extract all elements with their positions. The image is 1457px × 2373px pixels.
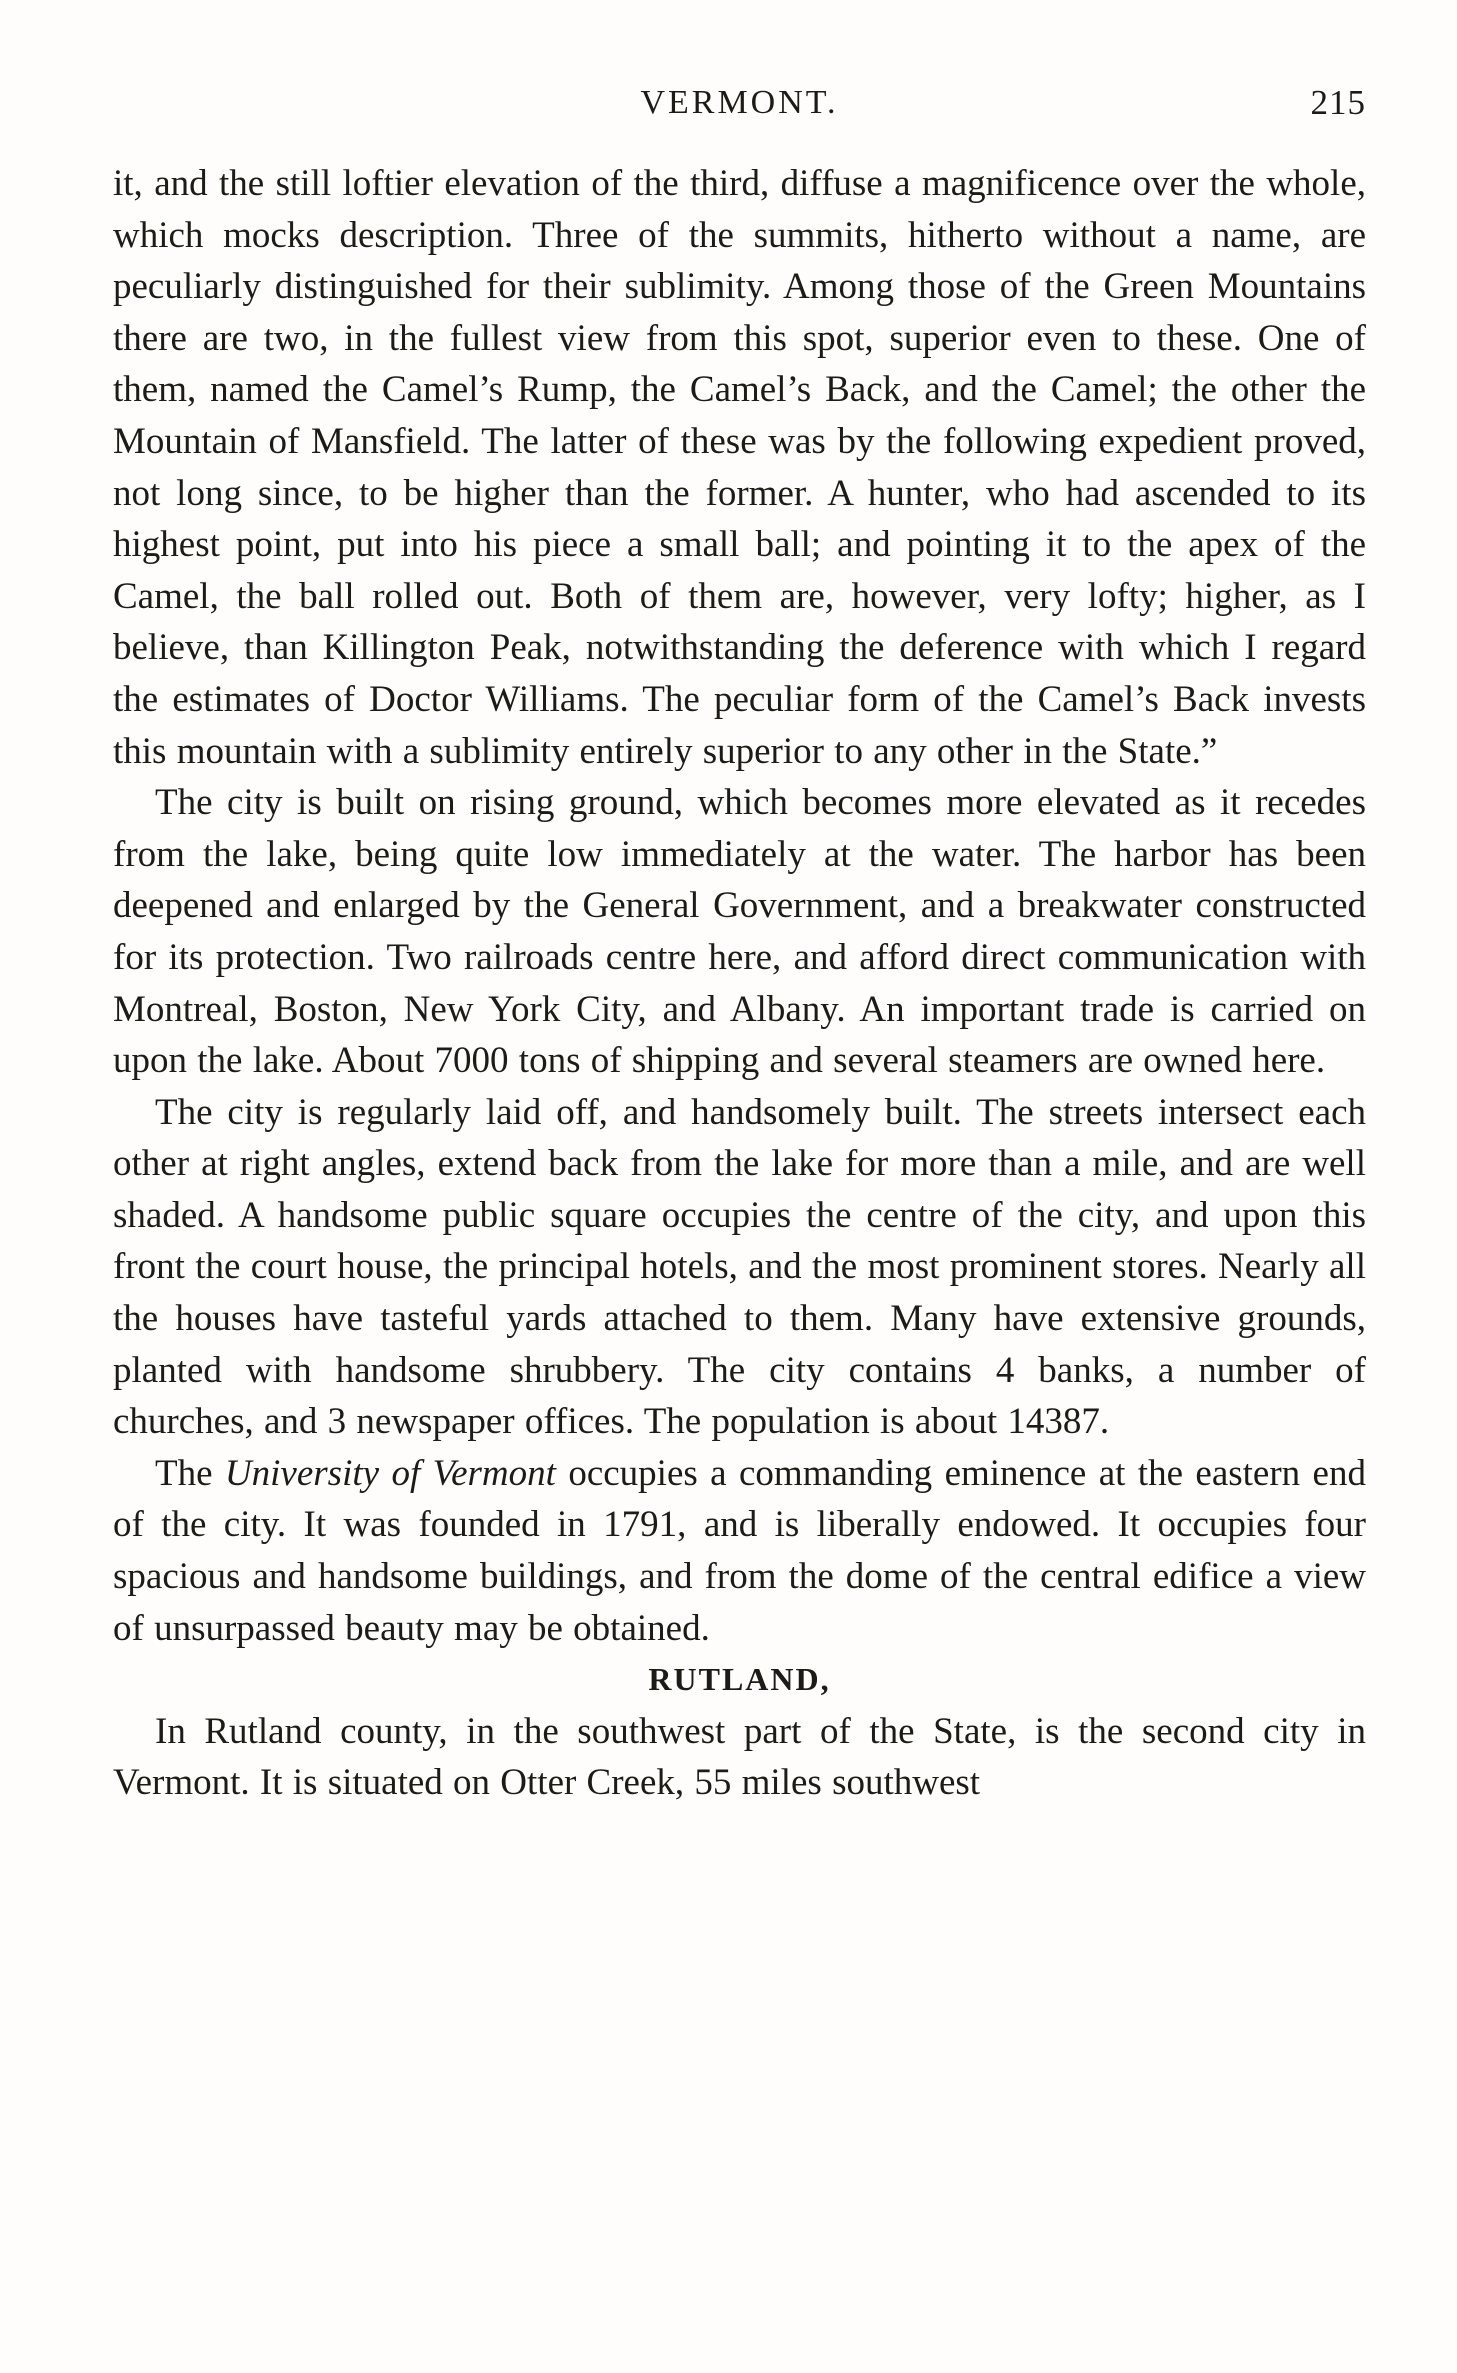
running-title: VERMONT. (640, 84, 839, 121)
paragraph-university (113, 1448, 1366, 1654)
paragraph-city-layout: The city is regularly laid off, and handsomely built. The streets intersect each other at right angles, extend back from the lake for more than a mile, and are well shaded. A handsome public square occupies the centre of the city, and upon this front the court house, the principal hotels, and the most prominent stores. Nearly all the houses have tasteful yards attached to them. Many have extensive grounds, planted with handsome shrubbery. The city contains 4 banks, a number of churches, and 3 newspaper offices. The population is about 14387. (113, 1091, 1366, 1443)
paragraph-rutland: In Rutland county, in the southwest part of the State, is the second city in Vermont. It is situated on Otter Creek, 55 miles southwest (113, 1710, 1366, 1804)
university-name: University of Vermont (224, 1452, 556, 1494)
running-head (113, 78, 1366, 128)
section-heading: RUTLAND, (648, 1661, 831, 1698)
paragraph-university-rest: occupies a commanding eminence at the eastern end of the city. It was founded in 1791, and is liberally endowed. It occupies four spacious and handsome buildings, and from the dome of the central edifice a view of unsurpassed beauty may be obtained. (113, 1452, 1366, 1649)
paragraph-university-lead: The (155, 1452, 225, 1494)
paragraph-continued: it, and the still loftier elevation of the third, diffuse a magnificence over the whole, which mocks description. Three of the summits, hitherto without a name, are peculiarly distinguished for their sublimity. Among those of the Green Mountains there are two, in the fullest view from this spot, superior even to these. One of them, named the Camel’s Rump, the Camel’s Back, and the Camel; the other the Mountain of Mansfield. The latter of these was by the following expedient proved, not long since, to be higher than the former. A hunter, who had ascended to its highest point, put into his piece a small ball; and pointing it to the apex of the Camel, the ball rolled out. Both of them are, however, very lofty; higher, as I believe, than Killington Peak, notwithstanding the deference with which I regard the estimates of Doctor Williams. The peculiar form of the Camel’s Back invests this mountain with a sublimity entirely superior to any other in the State.” (113, 163, 1366, 772)
page-number: 215 (1310, 83, 1366, 122)
body-text (113, 158, 1366, 1809)
paragraph-city-site: The city is built on rising ground, which becomes more elevated as it recedes from the lake, being quite low immediately at the water. The harbor has been deepened and enlarged by the General Government, and a breakwater constructed for its protection. Two railroads centre here, and afford direct communication with Montreal, Boston, New York City, and Albany. An important trade is carried on upon the lake. About 7000 tons of shipping and several steamers are owned here. (113, 782, 1366, 1082)
